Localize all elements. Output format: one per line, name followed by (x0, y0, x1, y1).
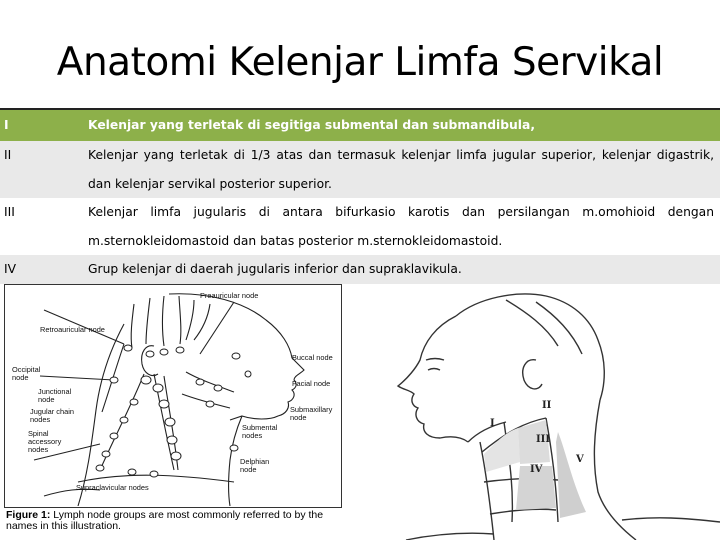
level-description: Kelenjar limfa jugularis di antara bifurkasio karotis dan persilangan m.omohioid dengan m.sternokleidomastoid dan batas posterior m.sternokleidomastoid. (88, 205, 714, 248)
caption-label: Figure 1: (6, 509, 51, 521)
label-supraclavicular: Supraclavicular nodes (76, 483, 149, 492)
neck-levels-diagram (386, 282, 720, 540)
label-delphian: Delphian node (240, 457, 270, 474)
level-description: Kelenjar yang terletak di segitiga submental dan submandibula, (88, 118, 535, 132)
table-row-level-1 (0, 109, 720, 141)
label-retroauricular: Retroauricular node (40, 325, 105, 334)
level-label-v: V (576, 454, 584, 465)
label-preauricular: Preauricular node (200, 291, 259, 300)
label-spinal-accessory: Spinal accessory nodes (28, 429, 62, 454)
slide-title: Anatomi Kelenjar Limfa Servikal (56, 40, 664, 85)
figure-caption (6, 510, 346, 532)
lymph-node-illustration (4, 284, 346, 536)
level-label-ii: II (542, 400, 552, 411)
table-row-level-2 (0, 141, 720, 198)
label-submaxillary: Submaxillary node (290, 405, 333, 422)
label-junctional: Junctional node (38, 387, 72, 404)
level-number: I (4, 118, 9, 132)
level-number: III (4, 205, 15, 219)
head-profile-drawing (386, 282, 720, 540)
label-occipital: Occipital node (12, 365, 41, 382)
level-description: Kelenjar yang terletak di 1/3 atas dan termasuk kelenjar limfa jugular superior, kelenjar digastrik, dan kelenjar servikal posterior superior. (88, 148, 714, 191)
label-jugular-chain: Jugular chain nodes (30, 407, 74, 424)
label-submental: Submental nodes (242, 423, 278, 440)
lymph-level-table (0, 108, 720, 284)
label-buccal: Buccal node (292, 353, 333, 362)
label-facial: Facial node (292, 379, 331, 388)
level-number: II (4, 148, 12, 162)
caption-text: Lymph node groups are most commonly referred to by the names in this illustration. (6, 509, 324, 532)
level-label-i: I (490, 418, 495, 429)
level-label-iii: III (536, 434, 551, 445)
table-row-level-4 (0, 255, 720, 284)
level-number: IV (4, 262, 17, 276)
table-row-level-3 (0, 198, 720, 255)
level-description: Grup kelenjar di daerah jugularis inferior dan supraklavikula. (88, 262, 462, 276)
level-label-iv: IV (530, 464, 543, 475)
